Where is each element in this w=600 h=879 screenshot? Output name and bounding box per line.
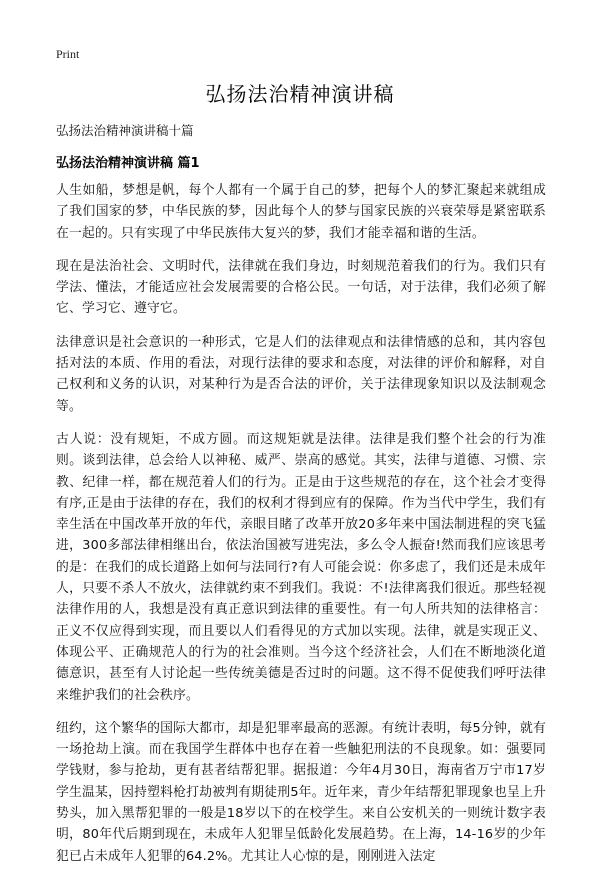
paragraph-2: 现在是法治社会、文明时代，法律就在我们身边，时刻规范着我们的行为。我们只有学法、懂法，才能适应社会发展需要的合格公民。一句话，对于法律，我们必须了解它、学习它、遵守它。 [56,258,546,317]
paragraph-5: 纽约，这个繁华的国际大都市，却是犯罪率最高的恶源。有统计表明，每5分钟，就有一场抢劫上演。而在我国学生群体中也存在着一些触犯刑法的不良现象。如：强要同学钱财，参与抢劫，更有甚者结帮犯罪。据报道：今年4月30日，海南省万宁市17岁学生温某，因持塑料枪打劫被判有期徒刑5年。近年来，青少年结帮犯罪现象也呈上升势头，加入黑帮犯罪的一般是18岁以下的在校学生。来自公安机关的一则统计数字表明，80年代后期到现在，未成年人犯罪呈低龄化发展趋势。在上海，14-16岁的少年犯已占未成年人犯罪的64.2%。尤其让人心惊的是，刚刚进入法定 [56,720,546,864]
paragraph-4: 古人说：没有规矩，不成方圆。而这规矩就是法律。法律是我们整个社会的行为准则。谈到法律，总会给人以神秘、威严、崇高的感觉。其实，法律与道德、习惯、宗教、纪律一样，都在规范着人们的行为。正是由于这些规范的存在，这个社会才变得有序,正是由于法律的存在，我们的权利才得到应有的保障。作为当代中学生，我们有幸生活在中国改革开放的年代，亲眼目睹了改革开放20多年来中国法制进程的突飞猛进，300多部法律相继出台，依法治国被写进宪法，多么令人振奋!然而我们应该思考的是：在我们的成长道路上如何与法同行?有人可能会说：你多虑了，我们还是未成年人，只要不杀人不放火，法律就约束不到我们。我说：不!法律离我们很近。那些轻视法律作用的人，我想是没有真正意识到法律的重要性。有一句人所共知的法律格言：正义不仅应得到实现，而且要以人们看得见的方式加以实现。法律，就是实现正义、体现公平、正确规范人的行为的社会准则。当今这个经济社会，人们在不断地淡化道德意识，甚至有人讨论起一些传统美德是否过时的问题。这不得不促使我们呼吁法律来维护我们的社会秩序。 [56,431,546,703]
document-title: 弘扬法治精神演讲稿 [205,82,395,106]
paragraph-3: 法律意识是社会意识的一种形式，它是人们的法律观点和法律情感的总和，其内容包括对法的本质、作用的看法，对现行法律的要求和态度，对法律的评价和解释，对自己权利和义务的认识，对某种行为是否合法的评价，关于法律现象知识以及法制观念等。 [56,334,546,414]
print-link[interactable]: Print [56,47,80,61]
document-subtitle: 弘扬法治精神演讲稿十篇 [56,123,194,138]
document-body [56,180,546,879]
section-heading: 弘扬法治精神演讲稿 篇1 [56,156,200,171]
paragraph-1: 人生如船，梦想是帆，每个人都有一个属于自己的梦，把每个人的梦汇聚起来就组成了我们国家的梦，中华民族的梦，因此每个人的梦与国家民族的兴衰荣辱是紧密联系在一起的。只有实现了中华民族伟大复兴的梦，我们才能幸福和谐的生活。 [56,183,546,241]
